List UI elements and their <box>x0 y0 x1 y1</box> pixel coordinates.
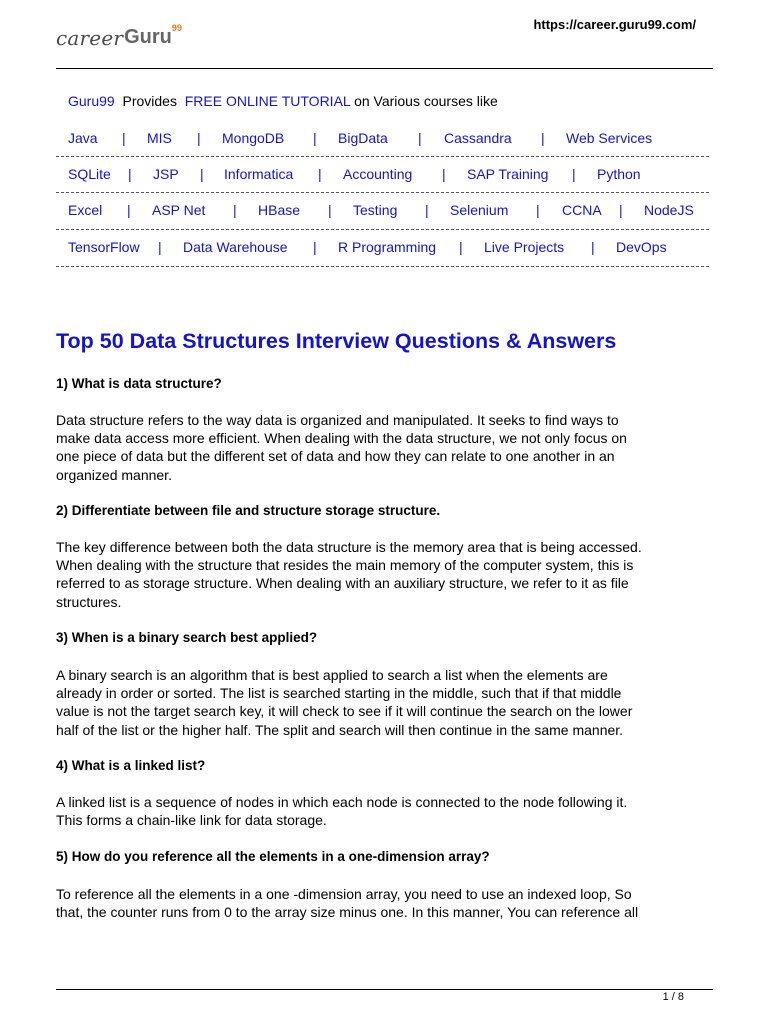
answer-line: A linked list is a sequence of nodes in which each node is connected to the node following it. <box>56 794 628 810</box>
course-separator: | <box>318 166 322 182</box>
course-separator: | <box>459 239 463 255</box>
answer-line: value is not the target search key, it will check to see if it will continue the search on the lower <box>56 703 633 720</box>
answer-1 <box>56 411 718 484</box>
question-3: 3) When is a binary search best applied? <box>56 630 318 645</box>
footer-divider <box>56 989 713 990</box>
course-link-accounting[interactable]: Accounting <box>343 166 413 182</box>
course-row-divider <box>56 266 709 267</box>
answer-line: The key difference between both the data structure is the memory area that is being accessed. <box>56 539 642 555</box>
course-separator: | <box>541 130 545 146</box>
course-link-bigdata[interactable]: BigData <box>338 130 388 146</box>
answer-line: Data structure refers to the way data is organized and manipulated. It seeks to find ways to <box>56 412 619 428</box>
page-title: Top 50 Data Structures Interview Questions & Answers <box>56 329 617 353</box>
course-row-4 <box>56 239 709 269</box>
course-link-sap-training[interactable]: SAP Training <box>467 166 549 182</box>
course-separator: | <box>200 166 204 182</box>
answer-line: that, the counter runs from 0 to the array size minus one. In this manner, You can reference all <box>56 904 639 921</box>
page-number: 1 / 8 <box>662 991 684 1003</box>
answer-line: This forms a chain-like link for data storage. <box>56 812 327 829</box>
course-link-java[interactable]: Java <box>68 130 98 146</box>
logo-career-text: career <box>56 26 124 50</box>
course-separator: | <box>128 166 132 182</box>
answer-line: To reference all the elements in a one -dimension array, you need to use an indexed loop, So <box>56 886 632 902</box>
logo-99-text: 99 <box>171 23 182 33</box>
answer-line: organized manner. <box>56 466 172 483</box>
course-separator: | <box>442 166 446 182</box>
course-row-divider <box>56 156 709 157</box>
answer-line: half of the list or the higher half. The split and search will then continue in the same manner. <box>56 721 624 738</box>
course-link-jsp[interactable]: JSP <box>153 166 179 182</box>
intro-brand-link[interactable]: Guru99 <box>68 93 115 109</box>
course-link-cassandra[interactable]: Cassandra <box>444 130 512 146</box>
intro-rest: on Various courses like <box>354 93 498 109</box>
course-link-data-warehouse[interactable]: Data Warehouse <box>183 239 288 255</box>
question-5: 5) How do you reference all the elements in a one-dimension array? <box>56 849 490 864</box>
course-separator: | <box>591 239 595 255</box>
course-separator: | <box>233 202 237 218</box>
course-link-r-programming[interactable]: R Programming <box>338 239 437 255</box>
course-separator: | <box>425 202 429 218</box>
answer-line: already in order or sorted. The list is searched starting in the middle, such that if that middle <box>56 685 622 702</box>
intro-line <box>68 93 498 109</box>
course-separator: | <box>158 239 162 255</box>
course-link-informatica[interactable]: Informatica <box>224 166 294 182</box>
course-link-web-services[interactable]: Web Services <box>566 130 653 146</box>
answer-line: When dealing with the structure that resides the main memory of the computer system, this is <box>56 557 634 574</box>
intro-provides: Provides <box>122 93 177 109</box>
answer-5 <box>56 885 718 921</box>
course-link-ccna[interactable]: CCNA <box>562 202 602 218</box>
course-separator: | <box>122 130 126 146</box>
answer-3 <box>56 666 718 739</box>
course-link-tensorflow[interactable]: TensorFlow <box>68 239 140 255</box>
answer-line: make data access more efficient. When dealing with the data structure, we not only focus on <box>56 430 627 447</box>
careerguru-logo <box>56 23 182 56</box>
answer-line: referred to as storage structure. When dealing with an auxiliary structure, we refer to it as file <box>56 575 629 592</box>
course-separator: | <box>418 130 422 146</box>
course-link-devops[interactable]: DevOps <box>616 239 667 255</box>
course-link-sqlite[interactable]: SQLite <box>68 166 111 182</box>
question-1: 1) What is data structure? <box>56 376 222 391</box>
course-row-divider <box>56 192 709 193</box>
question-2: 2) Differentiate between file and structure storage structure. <box>56 503 441 518</box>
course-link-mis[interactable]: MIS <box>147 130 172 146</box>
course-link-asp-net[interactable]: ASP Net <box>152 202 206 218</box>
course-separator: | <box>197 130 201 146</box>
course-separator: | <box>328 202 332 218</box>
answer-line: one piece of data but the different set of data and how they can relate to one another in an <box>56 448 615 465</box>
answer-line: structures. <box>56 593 122 610</box>
course-separator: | <box>536 202 540 218</box>
course-link-live-projects[interactable]: Live Projects <box>484 239 565 255</box>
course-separator: | <box>572 166 576 182</box>
course-link-mongodb[interactable]: MongoDB <box>222 130 285 146</box>
course-separator: | <box>313 130 317 146</box>
logo-guru-text: Guru <box>124 26 172 48</box>
course-separator: | <box>127 202 131 218</box>
course-link-selenium[interactable]: Selenium <box>450 202 509 218</box>
answer-4 <box>56 793 718 829</box>
course-row-3 <box>56 202 709 232</box>
answer-2 <box>56 538 718 611</box>
course-link-nodejs[interactable]: NodeJS <box>644 202 694 218</box>
course-link-python[interactable]: Python <box>597 166 641 182</box>
course-link-hbase[interactable]: HBase <box>258 202 301 218</box>
course-row-divider <box>56 229 709 230</box>
intro-free-tutorial-link[interactable]: FREE ONLINE TUTORIAL <box>184 93 351 109</box>
header-divider <box>56 68 713 69</box>
course-link-excel[interactable]: Excel <box>68 202 103 218</box>
course-link-testing[interactable]: Testing <box>353 202 398 218</box>
course-separator: | <box>313 239 317 255</box>
course-separator: | <box>619 202 623 218</box>
question-4: 4) What is a linked list? <box>56 758 206 773</box>
header-url[interactable]: https://career.guru99.com/ <box>533 17 696 32</box>
answer-line: A binary search is an algorithm that is best applied to search a list when the elements are <box>56 667 608 683</box>
